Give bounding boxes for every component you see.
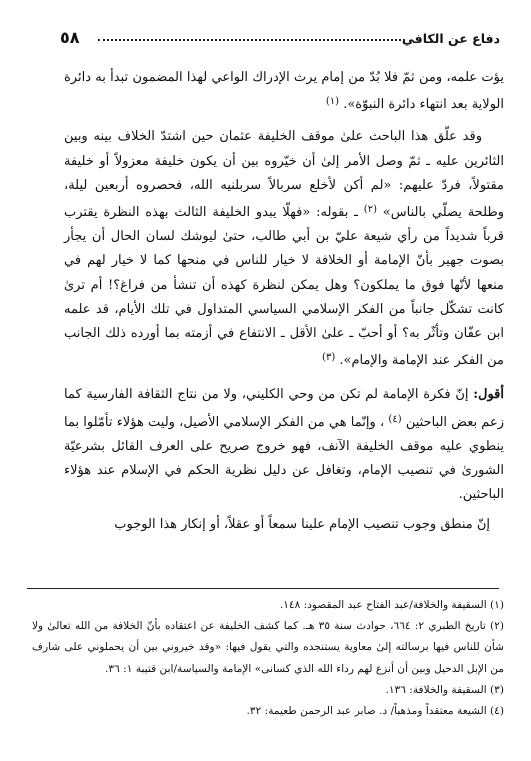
paragraph-3-lead: أقول: [473, 387, 504, 403]
paragraph-4 [64, 513, 504, 537]
paragraph-3 [64, 383, 504, 507]
footnote-1: (١) السقيفة والخلافة/عبد الفتاح عبد المقصود: ١٤٨. [279, 599, 504, 611]
paragraph-3-text-b: ، وإنّما هي من الفكر الإسلامي الأصيل، وليت هؤلاء تأمّلوا بما ينطوي عليه موقف الخليفة الآنف، فهو خروج صريح على العرف القائل بشرعيّة الشورىٰ في تنصيب الإمام، وتغافل عن دليل نظرية الحكم في الإسلام عند هؤلاء الباحثين. [64, 414, 504, 503]
footnotes [32, 595, 504, 722]
paragraph-1 [64, 66, 504, 117]
running-title: دفاع عن الكافي [401, 31, 500, 46]
footnote-ref-3: (٣) [322, 352, 336, 364]
paragraph-4-text: إنّ منطق وجوب تنصيب الإمام علينا سمعاً أو عقلاً، أو إنكار هذا الوجوب [114, 517, 490, 533]
footnote-2: (٢) تاريخ الطبري ٢: ٦٦٤، حوادث سنة ٣٥ هـ. كما كشف الخليفة عن اعتقاده بأنّ الخلافة من الله تعالىٰ ولا شأن للناس فيها برسالته إلىٰ معاوية يستنجده والتي يقول فيها: «وقد خيروني بين أن يحملوني على شارف من الإبل الدحيل وبين أن أنزع لهم رداء الله الذي كسانى» الإمامة والسياسة/ابن قتيبة ١: ٣٦. [32, 620, 505, 675]
footnote-ref-2: (٢) [363, 204, 377, 216]
footnote-divider [27, 588, 499, 589]
footnote-4: (٤) الشيعة معتقداً ومذهباً/ د. صابر عبد الرحمن طعيمة: ٣٢. [246, 705, 504, 718]
paragraph-2 [64, 125, 504, 373]
body-text [64, 66, 504, 538]
page-number: ٥٨ [60, 28, 80, 47]
paragraph-2-text-a: وقد علّق هذا الباحث علىٰ موقف الخليفة عثمان حين اشتدّ الخلاف بينه وبين الثائرين عليه ـ ثمّ وصل الأمر إلىٰ أن خيّروه بين أن يكون خليفة معزولاً أو خليفة مقتولاً، فردّ عليهم: «لم أكن لأخلع سربالاً سربلنيه الله، فحصروه أربعين ليلة، وطلحة يصلّي بالناس» [64, 129, 504, 221]
header-dot-leader [98, 39, 405, 41]
paragraph-3-text-a: إنّ فكرة الإمامة لم تكن من وحي الكليني، ولا من نتاج الثقافة الفارسية كما زعم بعض الباحثين [64, 387, 504, 430]
footnote-ref-4: (٤) [388, 413, 402, 425]
paragraph-2-text-b: ـ بقوله: «فهلّا يبدو الخليفة الثالث بهذه النظرة يقترب قرباً شديداً من رأي شيعة عليّ بن أبي طالب، حتىٰ ليوشك لسان الحال أن يجأر بصوت جهير بأنّ الإمامة أو الخلافة لا خيار للناس في منحها كما لا خيار لهم في منعها لأنّها فوق ما يملكون؟ وهل يمكن لنظرة كهذه أن تنشأ من فراغ؟! أم ترىٰ كانت تشكّل جانباً من الفكر الإسلامي السياسي المتداول في تلك الأيام، قد علمه ابن عفّان وتأثّر به؟ أو أحبّ ـ علىٰ الأقل ـ الانتفاع في أزمته بما أورده ذلك الجانب من الفكر عند الإمامة والإمام». [64, 205, 504, 369]
footnote-ref-1: (١) [325, 96, 340, 108]
paragraph-1-text: يؤت علمه، ومن ثمّ فلا بُدّ من إمام يرث الإدراك الواعي لهذا المضمون تبدأ به دائرة الولاية بعد انتهاء دائرة النبوّة». [64, 70, 504, 113]
running-header [30, 28, 500, 50]
footnote-3: (٣) السقيفة والخلافة: ١٣٦. [385, 683, 504, 696]
